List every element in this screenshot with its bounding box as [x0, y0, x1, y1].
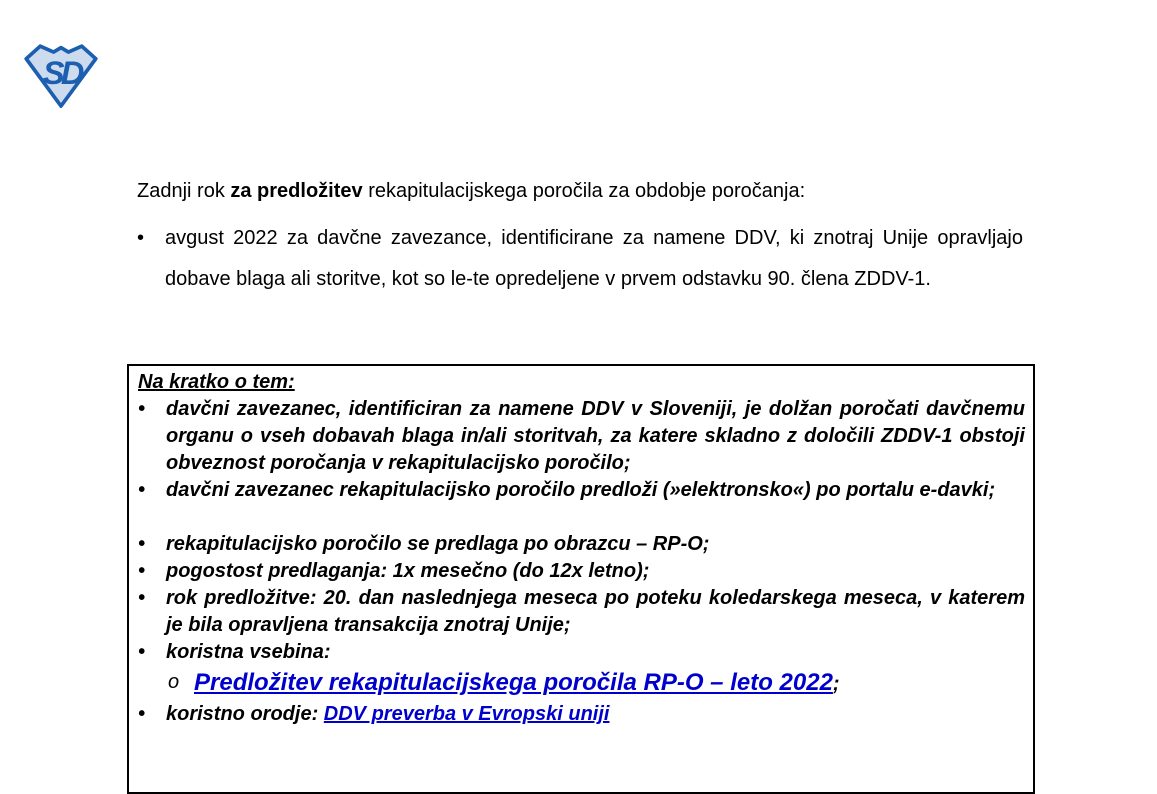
sub-bullet-marker: o: [168, 671, 180, 693]
box-bullet-item: [138, 477, 1025, 504]
last-item-prefix: koristno orodje:: [166, 703, 324, 725]
rp-o-report-link[interactable]: Predložitev rekapitulacijskega poročila RP-O – leto 2022: [194, 669, 833, 696]
logo-letters: SD: [42, 54, 81, 91]
box-bullet-text: rekapitulacijsko poročilo se predlaga po obrazcu – RP-O;: [166, 533, 710, 555]
intro-text-bold: za predložitev: [230, 180, 363, 202]
deadline-bullet-item: [137, 218, 1023, 300]
bullet-marker: •: [138, 641, 146, 663]
deadline-bullet-text: avgust 2022 za davčne zavezance, identificirane za namene DDV, ki znotraj Unije opravljajo dobave blaga ali storitve, kot so le-te opredeljene v prvem odstavku 90. člena ZDDV-1.: [165, 227, 1023, 290]
company-logo: [24, 42, 98, 108]
bullet-marker: •: [138, 398, 146, 420]
box-bullet-text: [166, 701, 1025, 728]
bullet-marker: •: [138, 533, 146, 555]
box-bullet-item: [138, 558, 1025, 585]
link-suffix: ;: [832, 673, 840, 695]
box-bullet-item: [138, 531, 1025, 558]
intro-text-pre: Zadnji rok: [137, 180, 231, 202]
box-sub-bullet-item: [138, 666, 1025, 701]
ddv-check-eu-link[interactable]: DDV preverba v Evropski uniji: [323, 703, 610, 725]
box-bullet-text: pogostost predlaganja: 1x mesečno (do 12x letno);: [166, 560, 650, 582]
box-bullet-text: davčni zavezanec rekapitulacijsko poročilo predloži (»elektronsko«) po portalu e-davki;: [166, 479, 996, 501]
bullet-marker: •: [137, 227, 145, 249]
bullet-marker: •: [138, 703, 146, 725]
box-bullet-item: [138, 585, 1025, 639]
bullet-marker: •: [138, 479, 146, 501]
box-heading: Na kratko o tem:: [138, 371, 295, 393]
box-bullet-text: rok predložitve: 20. dan naslednjega meseca po poteku koledarskega meseca, v katerem je bila opravljena transakcija znotraj Unije;: [166, 587, 1025, 636]
bullet-marker: •: [138, 560, 146, 582]
summary-box: [127, 364, 1035, 794]
box-bullet-text: koristna vsebina:: [166, 641, 331, 663]
box-bullet-item: [138, 639, 1025, 666]
document-body: [137, 172, 1023, 300]
intro-paragraph: [137, 172, 1023, 211]
box-sub-bullet-text: [194, 666, 1025, 701]
box-bullet-text: davčni zavezanec, identificiran za namene DDV v Sloveniji, je dolžan poročati davčnemu organu o vseh dobavah blaga in/ali storitvah, za katere skladno z določili ZDDV-1 obstoji obveznost poročanja v rekapitulacijsko poročilo;: [166, 398, 1025, 474]
sd-shield-logo-icon: [24, 42, 98, 108]
box-bullet-item: [138, 396, 1025, 477]
box-bullet-item: [138, 701, 1025, 728]
intro-text-post: rekapitulacijskega poročila za obdobje poročanja:: [362, 180, 806, 202]
bullet-marker: •: [138, 587, 146, 609]
